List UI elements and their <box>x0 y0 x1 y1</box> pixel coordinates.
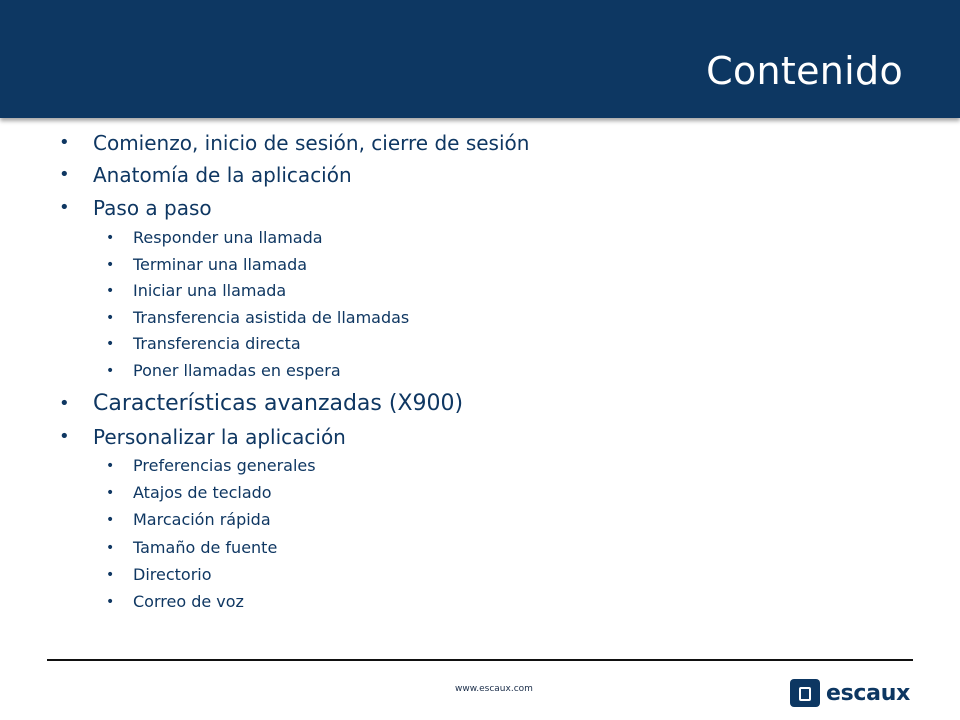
escaux-logo <box>790 679 910 707</box>
list-item-text: Marcación rápida <box>133 510 271 529</box>
list-item-text: Correo de voz <box>133 592 244 611</box>
list-item-text: Poner llamadas en espera <box>133 361 341 380</box>
slide-title: Contenido <box>706 49 903 93</box>
list-item-text: Comienzo, inicio de sesión, cierre de sesión <box>93 131 530 155</box>
bullet-icon: • <box>59 197 70 218</box>
list-item-text: Paso a paso <box>93 196 212 220</box>
sub-list-item <box>106 307 410 329</box>
bullet-icon: • <box>106 283 115 299</box>
bullet-icon: • <box>59 164 70 185</box>
sub-list-item <box>106 482 272 504</box>
bullet-icon: • <box>106 485 115 501</box>
list-item-text: Iniciar una llamada <box>133 281 287 300</box>
list-item-text: Directorio <box>133 565 212 584</box>
list-item-text: Anatomía de la aplicación <box>93 163 352 187</box>
escaux-logo-icon <box>790 679 820 707</box>
bullet-icon: • <box>106 594 115 610</box>
sub-list-item <box>106 537 278 559</box>
list-item <box>59 195 212 221</box>
footer-divider <box>47 659 913 661</box>
bullet-icon: • <box>106 540 115 556</box>
bullet-icon: • <box>106 363 115 379</box>
list-item <box>59 424 346 450</box>
sub-list-item <box>106 280 287 302</box>
list-item-text: Características avanzadas (X900) <box>93 391 464 416</box>
bullet-icon: • <box>106 230 115 246</box>
sub-list-item <box>106 254 308 276</box>
bullet-icon: • <box>106 310 115 326</box>
list-item <box>59 390 464 418</box>
list-item-text: Responder una llamada <box>133 228 323 247</box>
sub-list-item <box>106 333 301 355</box>
list-item-text: Preferencias generales <box>133 456 316 475</box>
bullet-icon: • <box>59 393 70 414</box>
footer-url-link[interactable]: www.escaux.com <box>455 684 533 694</box>
sub-list-item <box>106 591 244 613</box>
sub-list-item <box>106 227 323 249</box>
list-item-text: Transferencia directa <box>133 334 301 353</box>
sub-list-item <box>106 564 212 586</box>
logo-wordmark: escaux <box>826 680 910 706</box>
list-item-text: Terminar una llamada <box>133 255 308 274</box>
list-item-text: Transferencia asistida de llamadas <box>133 308 410 327</box>
list-item-text: Atajos de teclado <box>133 483 272 502</box>
bullet-icon: • <box>106 567 115 583</box>
list-item-text: Personalizar la aplicación <box>93 425 346 449</box>
list-item <box>59 130 530 156</box>
bullet-icon: • <box>106 512 115 528</box>
bullet-icon: • <box>106 336 115 352</box>
list-item-text: Tamaño de fuente <box>133 538 278 557</box>
bullet-icon: • <box>59 132 70 153</box>
sub-list-item <box>106 360 341 382</box>
sub-list-item <box>106 455 316 477</box>
bullet-icon: • <box>106 458 115 474</box>
list-item <box>59 162 352 188</box>
sub-list-item <box>106 509 271 531</box>
bullet-icon: • <box>59 426 70 447</box>
bullet-icon: • <box>106 257 115 273</box>
